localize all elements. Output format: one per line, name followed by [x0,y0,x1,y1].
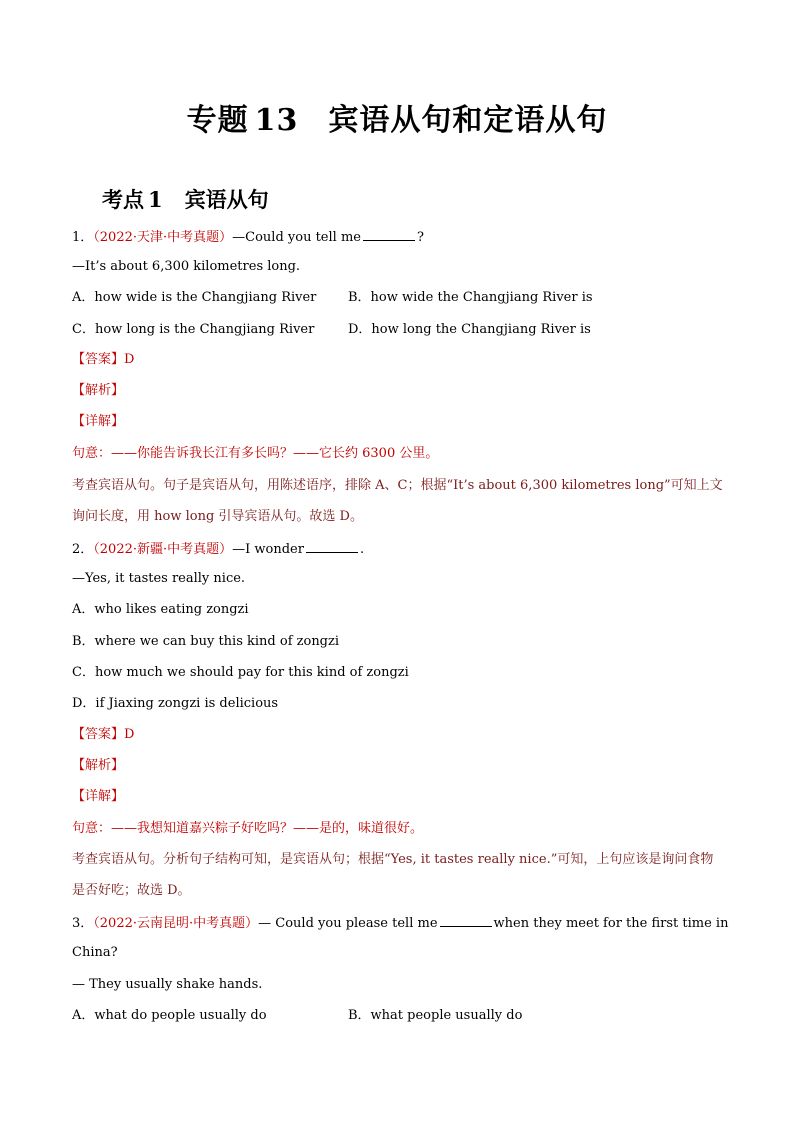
option-d: D．how long the Changjiang River is [348,322,591,337]
question-text-end: when they meet for the first time in [493,916,729,931]
title-prefix: 专题 [186,103,249,138]
meaning-text: 句意：——你能告诉我长江有多长吗？——它长约 6300 公里。 [72,446,439,461]
question-3-reply: — They usually shake hands. [72,977,263,992]
answer-label: 【答案】D [72,352,135,367]
answer-blank [440,914,492,927]
title-number: 13 [254,103,299,138]
question-3-stem [72,914,728,932]
title-text: 宾语从句和定语从句 [328,103,608,138]
explanation-line-1: 考查宾语从句。句子是宾语从句，用陈述语序，排除 A、C；根据“It’s about 6,300 kilometres long”可知上文 [72,478,723,493]
question-text-end: ? [416,230,424,245]
question-text-end: . [359,542,365,557]
question-2-reply: —Yes, it tastes really nice. [72,571,246,586]
section-number: 1 [148,187,163,212]
question-source: （2022·新疆·中考真题） [93,542,233,557]
question-number: 1． [72,230,94,245]
explanation-line-1: 考查宾语从句。分析句子结构可知，是宾语从句；根据“Yes, it tastes really nice.”可知，上句应该是询问食物 [72,852,714,867]
detail-label: 【详解】 [72,789,125,804]
answer-label: 【答案】D [72,727,135,742]
question-1-stem [72,228,424,246]
analysis-label: 【解析】 [72,383,125,398]
option-a: A．how wide is the Changjiang River [72,290,317,305]
detail-label: 【详解】 [72,414,125,429]
option-c: C．how much we should pay for this kind of zongzi [72,665,409,680]
question-1-reply: —It’s about 6,300 kilometres long. [72,259,301,274]
question-2-stem [72,540,364,558]
meaning-text: 句意：——我想知道嘉兴粽子好吃吗？——是的，味道很好。 [72,821,424,836]
section-text: 宾语从句 [184,187,269,212]
section-prefix: 考点 [102,187,144,212]
option-b: B．what people usually do [348,1008,523,1023]
option-a: A．who likes eating zongzi [72,602,249,617]
question-text: —Could you tell me [232,230,361,245]
question-3-stem-continued: China? [72,945,118,960]
option-c: C．how long is the Changjiang River [72,322,315,337]
option-b: B．how wide the Changjiang River is [348,290,593,305]
answer-blank [363,228,415,241]
explanation-line-2: 询问长度，用 how long 引导宾语从句。故选 D。 [72,509,363,524]
question-source: （2022·天津·中考真题） [93,230,233,245]
question-number: 2． [72,542,94,557]
option-d: D．if Jiaxing zongzi is delicious [72,696,279,711]
question-source: （2022·云南昆明·中考真题） [93,916,259,931]
question-text: — Could you please tell me [258,916,438,931]
option-a: A．what do people usually do [72,1008,267,1023]
option-b: B．where we can buy this kind of zongzi [72,634,340,649]
explanation-line-2: 是否好吃；故选 D。 [72,883,191,898]
question-number: 3． [72,916,94,931]
section-heading [102,184,269,214]
question-text: —I wonder [232,542,304,557]
page-title [0,95,794,139]
answer-blank [306,540,358,553]
analysis-label: 【解析】 [72,758,125,773]
